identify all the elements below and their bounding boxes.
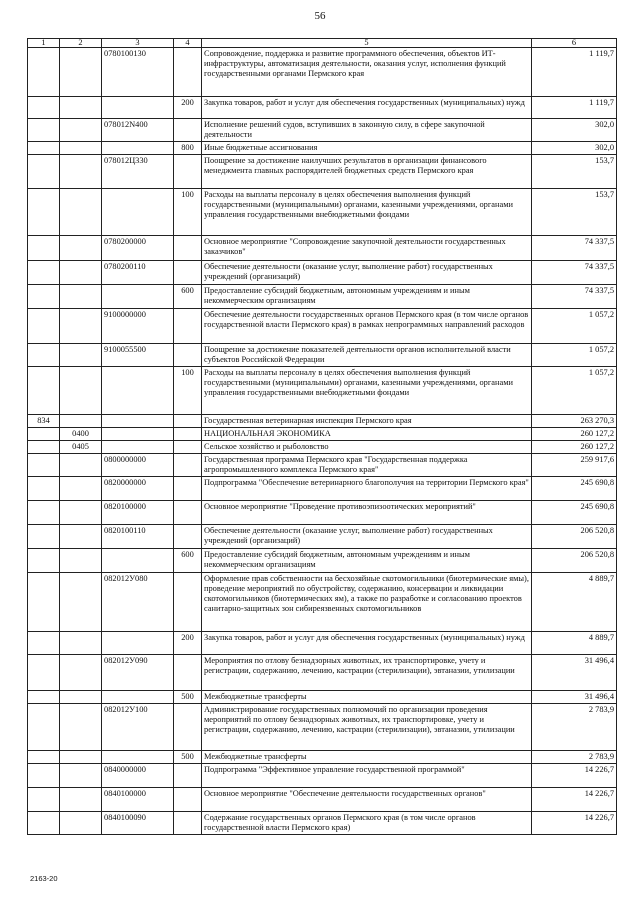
cell-c6: 260 127,2 (532, 441, 617, 454)
cell-c1 (28, 788, 60, 812)
cell-c5: Закупка товаров, работ и услуг для обеспечения государственных (муниципальных) нужд (202, 632, 532, 655)
header-col-2: 2 (60, 39, 102, 48)
cell-c6: 14 226,7 (532, 764, 617, 788)
cell-c1 (28, 189, 60, 236)
cell-c1 (28, 261, 60, 285)
cell-c5: Расходы на выплаты персоналу в целях обеспечения выполнения функций государственными (муниципальными) органами, казенными учреждениями, органами управления государственными внебюджетными фондами (202, 367, 532, 415)
table-row (28, 344, 617, 367)
table-row (28, 477, 617, 501)
cell-c3 (102, 632, 174, 655)
cell-c6: 206 520,8 (532, 525, 617, 549)
cell-c5: Обеспечение деятельности государственных органов Пермского края (в том числе органов государственной власти Пермского края) в рамках непрограммных направлений расходов (202, 309, 532, 344)
table-row (28, 189, 617, 236)
cell-c5: Оформление прав собственности на бесхозяйные скотомогильники (биотермические ямы), проведение мероприятий по обустройству, содержанию, консервации и ликвидации скотомогильников (биотермических ям), а также по разработке и согласованию проектов санитарно-защитных зон сибиреязвенных скотомогильников (202, 573, 532, 632)
cell-c2 (60, 525, 102, 549)
cell-c1 (28, 236, 60, 261)
table-row (28, 632, 617, 655)
table-row (28, 415, 617, 428)
cell-c2 (60, 415, 102, 428)
cell-c4 (174, 525, 202, 549)
cell-c5: Иные бюджетные ассигнования (202, 142, 532, 155)
cell-c3: 082012У100 (102, 704, 174, 751)
cell-c3 (102, 415, 174, 428)
cell-c5: НАЦИОНАЛЬНАЯ ЭКОНОМИКА (202, 428, 532, 441)
cell-c4 (174, 344, 202, 367)
cell-c6: 1 057,2 (532, 344, 617, 367)
cell-c6: 260 127,2 (532, 428, 617, 441)
cell-c4 (174, 428, 202, 441)
cell-c3 (102, 549, 174, 573)
cell-c1 (28, 367, 60, 415)
table-row (28, 441, 617, 454)
cell-c1 (28, 454, 60, 477)
cell-c4 (174, 454, 202, 477)
table-body (28, 48, 617, 835)
table-row (28, 454, 617, 477)
cell-c4: 100 (174, 189, 202, 236)
cell-c5: Межбюджетные трансферты (202, 751, 532, 764)
table-row (28, 119, 617, 142)
cell-c2 (60, 764, 102, 788)
table-row (28, 573, 617, 632)
cell-c6: 4 889,7 (532, 573, 617, 632)
cell-c6: 1 057,2 (532, 309, 617, 344)
cell-c1 (28, 48, 60, 97)
cell-c4: 500 (174, 691, 202, 704)
cell-c2 (60, 119, 102, 142)
cell-c6: 2 783,9 (532, 704, 617, 751)
cell-c6: 245 690,8 (532, 477, 617, 501)
cell-c4: 600 (174, 549, 202, 573)
cell-c3 (102, 285, 174, 309)
cell-c3: 0840100090 (102, 812, 174, 835)
cell-c3: 9100055500 (102, 344, 174, 367)
cell-c1 (28, 142, 60, 155)
table-row (28, 788, 617, 812)
cell-c6: 206 520,8 (532, 549, 617, 573)
cell-c6: 302,0 (532, 142, 617, 155)
cell-c2 (60, 285, 102, 309)
cell-c4 (174, 812, 202, 835)
table-row (28, 655, 617, 691)
cell-c5: Обеспечение деятельности (оказание услуг, выполнение работ) государственных учреждений (организаций) (202, 261, 532, 285)
cell-c2: 0400 (60, 428, 102, 441)
cell-c3: 082012У080 (102, 573, 174, 632)
cell-c2: 0405 (60, 441, 102, 454)
cell-c4 (174, 48, 202, 97)
cell-c6: 153,7 (532, 189, 617, 236)
cell-c1 (28, 428, 60, 441)
cell-c2 (60, 142, 102, 155)
cell-c2 (60, 97, 102, 119)
footer-code: 2163-20 (30, 874, 58, 883)
cell-c3: 0780100130 (102, 48, 174, 97)
table-row (28, 236, 617, 261)
cell-c6: 153,7 (532, 155, 617, 189)
cell-c5: Поощрение за достижение наилучших результатов в организации финансового менеджмента главных распорядителей бюджетных средств Пермского края (202, 155, 532, 189)
table-row (28, 285, 617, 309)
table-row (28, 428, 617, 441)
cell-c4 (174, 236, 202, 261)
header-col-6: 6 (532, 39, 617, 48)
cell-c2 (60, 309, 102, 344)
cell-c6: 245 690,8 (532, 501, 617, 525)
cell-c3: 078012N400 (102, 119, 174, 142)
cell-c6: 74 337,5 (532, 236, 617, 261)
cell-c3 (102, 751, 174, 764)
cell-c3: 0820000000 (102, 477, 174, 501)
cell-c4 (174, 573, 202, 632)
cell-c2 (60, 477, 102, 501)
table-row (28, 155, 617, 189)
cell-c5: Подпрограмма "Обеспечение ветеринарного благополучия на территории Пермского края" (202, 477, 532, 501)
cell-c4 (174, 119, 202, 142)
cell-c1 (28, 573, 60, 632)
page-number: 56 (314, 10, 326, 22)
budget-table (27, 38, 617, 835)
cell-c4: 800 (174, 142, 202, 155)
cell-c5: Основное мероприятие "Проведение противоэпизоотических мероприятий" (202, 501, 532, 525)
cell-c4: 500 (174, 751, 202, 764)
cell-c4 (174, 261, 202, 285)
table-row (28, 142, 617, 155)
cell-c4: 200 (174, 632, 202, 655)
cell-c6: 2 783,9 (532, 751, 617, 764)
cell-c6: 1 057,2 (532, 367, 617, 415)
cell-c5: Основное мероприятие "Сопровождение закупочной деятельности государственных заказчиков" (202, 236, 532, 261)
cell-c1 (28, 155, 60, 189)
cell-c4 (174, 441, 202, 454)
cell-c2 (60, 751, 102, 764)
cell-c2 (60, 344, 102, 367)
table-row (28, 764, 617, 788)
cell-c2 (60, 632, 102, 655)
cell-c5: Предоставление субсидий бюджетным, автономным учреждениям и иным некоммерческим организациям (202, 285, 532, 309)
cell-c3 (102, 428, 174, 441)
cell-c4 (174, 309, 202, 344)
cell-c6: 14 226,7 (532, 812, 617, 835)
cell-c4 (174, 764, 202, 788)
cell-c1 (28, 525, 60, 549)
cell-c5: Поощрение за достижение показателей деятельности органов исполнительной власти субъектов Российской Федерации (202, 344, 532, 367)
cell-c4 (174, 788, 202, 812)
cell-c5: Подпрограмма "Эффективное управление государственной программой" (202, 764, 532, 788)
cell-c6: 74 337,5 (532, 285, 617, 309)
cell-c1 (28, 97, 60, 119)
cell-c5: Государственная программа Пермского края "Государственная поддержка агропромышленного комплекса Пермского края" (202, 454, 532, 477)
cell-c2 (60, 573, 102, 632)
cell-c1 (28, 549, 60, 573)
table-row (28, 812, 617, 835)
cell-c1 (28, 655, 60, 691)
cell-c1 (28, 344, 60, 367)
cell-c3: 0780200000 (102, 236, 174, 261)
cell-c1 (28, 119, 60, 142)
cell-c2 (60, 367, 102, 415)
cell-c3: 0800000000 (102, 454, 174, 477)
cell-c6: 14 226,7 (532, 788, 617, 812)
cell-c5: Государственная ветеринарная инспекция Пермского края (202, 415, 532, 428)
cell-c4 (174, 655, 202, 691)
cell-c5: Расходы на выплаты персоналу в целях обеспечения выполнения функций государственными (муниципальными) органами, казенными учреждениями, органами управления государственными внебюджетными фондами (202, 189, 532, 236)
cell-c3: 0780200110 (102, 261, 174, 285)
cell-c5: Сельское хозяйство и рыболовство (202, 441, 532, 454)
cell-c3 (102, 142, 174, 155)
cell-c6: 259 917,6 (532, 454, 617, 477)
cell-c2 (60, 501, 102, 525)
cell-c5: Содержание государственных органов Пермского края (в том числе органов государственной власти Пермского края) (202, 812, 532, 835)
cell-c5: Предоставление субсидий бюджетным, автономным учреждениям и иным некоммерческим организациям (202, 549, 532, 573)
cell-c1 (28, 764, 60, 788)
table-row (28, 367, 617, 415)
cell-c3: 0840100000 (102, 788, 174, 812)
cell-c2 (60, 236, 102, 261)
cell-c3: 078012Ц330 (102, 155, 174, 189)
cell-c3: 0820100000 (102, 501, 174, 525)
table-row (28, 751, 617, 764)
cell-c1 (28, 477, 60, 501)
table-row (28, 97, 617, 119)
cell-c4 (174, 704, 202, 751)
cell-c2 (60, 549, 102, 573)
cell-c3 (102, 97, 174, 119)
cell-c3: 0820100110 (102, 525, 174, 549)
cell-c1 (28, 309, 60, 344)
table-row (28, 691, 617, 704)
cell-c1 (28, 691, 60, 704)
cell-c1 (28, 632, 60, 655)
header-col-5: 5 (202, 39, 532, 48)
cell-c2 (60, 155, 102, 189)
table-row (28, 525, 617, 549)
table-row (28, 48, 617, 97)
table-row (28, 549, 617, 573)
cell-c3: 0840000000 (102, 764, 174, 788)
cell-c5: Администрирование государственных полномочий по организации проведения мероприятий по отлову безнадзорных животных, их транспортировке, учету и регистрации, содержанию, лечению, кастрации (стерилизации), эвтаназии, утилизации (202, 704, 532, 751)
cell-c3 (102, 367, 174, 415)
cell-c2 (60, 261, 102, 285)
cell-c4 (174, 501, 202, 525)
cell-c4 (174, 155, 202, 189)
header-col-3: 3 (102, 39, 174, 48)
table-row (28, 261, 617, 285)
cell-c1 (28, 501, 60, 525)
cell-c6: 1 119,7 (532, 97, 617, 119)
header-col-4: 4 (174, 39, 202, 48)
table-row (28, 309, 617, 344)
cell-c3 (102, 691, 174, 704)
cell-c6: 302,0 (532, 119, 617, 142)
cell-c1 (28, 285, 60, 309)
cell-c5: Исполнение решений судов, вступивших в законную силу, в сфере закупочной деятельности (202, 119, 532, 142)
cell-c3 (102, 441, 174, 454)
table-row (28, 501, 617, 525)
cell-c5: Мероприятия по отлову безнадзорных животных, их транспортировке, учету и регистрации, содержанию, лечению, кастрации (стерилизации), эвтаназии, утилизации (202, 655, 532, 691)
cell-c2 (60, 812, 102, 835)
cell-c2 (60, 691, 102, 704)
header-row (28, 39, 617, 48)
cell-c2 (60, 454, 102, 477)
cell-c6: 74 337,5 (532, 261, 617, 285)
cell-c5: Обеспечение деятельности (оказание услуг, выполнение работ) государственных учреждений (организаций) (202, 525, 532, 549)
cell-c2 (60, 788, 102, 812)
cell-c4: 100 (174, 367, 202, 415)
cell-c6: 31 496,4 (532, 691, 617, 704)
cell-c6: 31 496,4 (532, 655, 617, 691)
cell-c6: 263 270,3 (532, 415, 617, 428)
header-col-1: 1 (28, 39, 60, 48)
cell-c5: Закупка товаров, работ и услуг для обеспечения государственных (муниципальных) нужд (202, 97, 532, 119)
cell-c6: 1 119,7 (532, 48, 617, 97)
cell-c5: Межбюджетные трансферты (202, 691, 532, 704)
cell-c2 (60, 655, 102, 691)
cell-c2 (60, 48, 102, 97)
cell-c5: Сопровождение, поддержка и развитие программного обеспечения, объектов ИТ-инфраструктуры, автоматизация деятельности, оказания услуг, исполнения функций государственными органами Пермского края (202, 48, 532, 97)
cell-c3: 082012У090 (102, 655, 174, 691)
cell-c4 (174, 477, 202, 501)
cell-c4: 600 (174, 285, 202, 309)
cell-c4: 200 (174, 97, 202, 119)
cell-c3 (102, 189, 174, 236)
cell-c4 (174, 415, 202, 428)
cell-c5: Основное мероприятие "Обеспечение деятельности государственных органов" (202, 788, 532, 812)
cell-c1 (28, 704, 60, 751)
cell-c6: 4 889,7 (532, 632, 617, 655)
cell-c3: 9100000000 (102, 309, 174, 344)
cell-c1: 834 (28, 415, 60, 428)
cell-c2 (60, 704, 102, 751)
cell-c1 (28, 812, 60, 835)
table-row (28, 704, 617, 751)
cell-c1 (28, 441, 60, 454)
cell-c2 (60, 189, 102, 236)
cell-c1 (28, 751, 60, 764)
